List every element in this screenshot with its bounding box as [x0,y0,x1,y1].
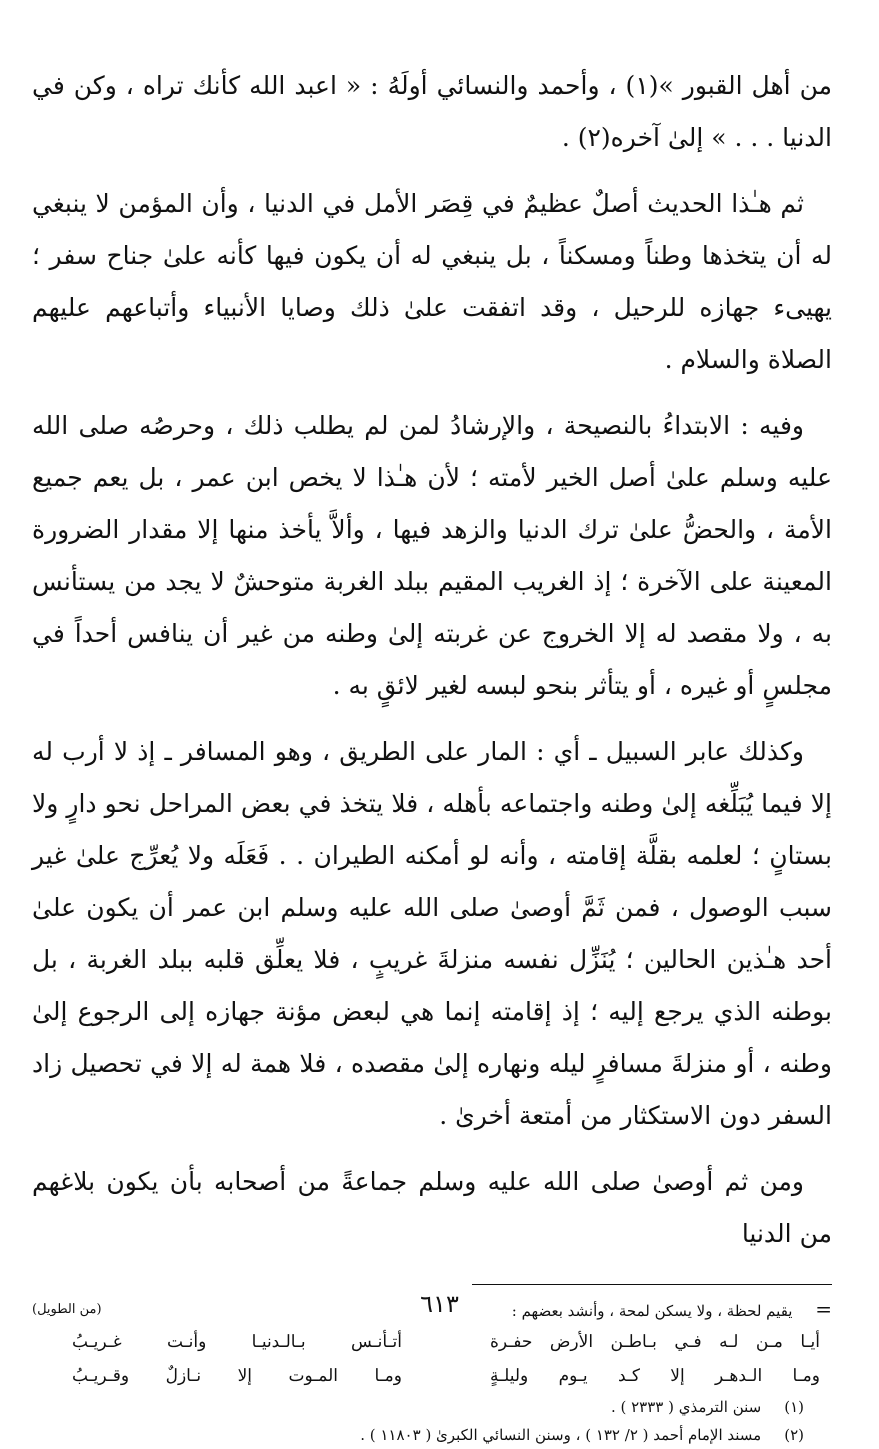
verse-line-1 [32,1325,832,1359]
page-content [32,60,832,1449]
body-paragraph-5: ومن ثم أوصىٰ صلى الله عليه وسلم جماعةً من أصحابه بأن يكون بلاغهم من الدنيا [32,1167,832,1248]
verse-1-first-hemistich: أيـا مـن لـه فـي بـاطـن الأرض حفـرة [490,1332,820,1352]
body-paragraph-3: وفيه : الابتداءُ بالنصيحة ، والإرشادُ لمن لم يطلب ذلك ، وحرصُه صلى الله عليه وسلم علىٰ أصل الخير لأمته ؛ لأن هـٰذا لا يخص ابن عمر ، بل يعم جميع الأمة ، والحضُّ علىٰ ترك الدنيا والزهد فيها ، وألاَّ يأخذ منها إلا مقدار الضرورة المعينة على الآخرة ؛ إذ الغريب المقيم ببلد الغربة متوحشٌ لا يجد من يستأنس به ، ولا مقصد له إلا الخروج عن غربته إلىٰ وطنه من غير أن ينافس أحداً في مجلسٍ أو غيره ، أو يتأثر بنحو لبسه لغير لائقٍ به . [32,411,832,700]
footnote-2-text: مسند الإمام أحمد ( ٢/ ١٣٢ ) ، وسنن النسائي الكبرىٰ ( ١١٨٠٣ ) . [360,1426,762,1444]
footnote-1-number: (١) [784,1398,804,1416]
page-number: ٦١٣ [420,1290,459,1318]
poetry-meter-label: (من الطويل) [32,1302,102,1317]
verse-2-second-hemistich: ومـا المـوت إلا نـازلٌ وقـريـبُ [72,1366,402,1386]
continuation-text: يقيم لحظة ، ولا يسكن لمحة ، وأنشد بعضهم : [511,1302,793,1320]
verse-2-first-hemistich: ومـا الـدهـر إلا كـد يـوم وليلـةٍ [490,1366,820,1386]
verse-line-2 [32,1359,832,1393]
footnote-2-number: (٢) [784,1426,804,1444]
body-paragraph-2: ثم هـٰذا الحديث أصلٌ عظيمٌ في قِصَر الأمل في الدنيا ، وأن المؤمن لا ينبغي له أن يتخذها وطناً ومسكناً ، بل ينبغي له أن يكون فيها كأنه علىٰ جناح سفر ؛ يهيىء جهازه للرحيل ، وقد اتفقت علىٰ ذلك وصايا الأنبياء وأتباعهم عليهم الصلاة والسلام . [32,189,832,374]
continuation-mark: = [815,1297,832,1321]
footnote-2 [32,1421,804,1449]
body-paragraph-4: وكذلك عابر السبيل ـ أي : المار على الطريق ، وهو المسافر ـ إذ لا أرب له إلا فيما يُبَلِّغه إلىٰ وطنه واجتماعه بأهله ، فلا يتخذ في بعض المراحل نحو دارٍ ولا بستانٍ ؛ لعلمه بقلَّة إقامته ، وأنه لو أمكنه الطيران . . فَعَلَه ولا يُعرِّج علىٰ غير سبب الوصول ، فمن ثَمَّ أوصىٰ صلى الله عليه وسلم ابن عمر أن يكون علىٰ أحد هـٰذين الحالين ؛ يُنَزِّل نفسه منزلةَ غريبٍ ، فلا يعلِّق قلبه ببلد الغربة ، بل بوطنه الذي يرجع إليه ؛ إذ إقامته إنما هي لبعض مؤنة جهازه إلى الرجوع إلىٰ وطنه ، أو منزلةَ مسافرٍ ليله ونهاره إلىٰ مقصده ، فلا همة له إلا في تحصيل زاد السفر دون الاستكثار من أمتعة أخرىٰ . [32,737,832,1130]
verse-1-second-hemistich: أتـأنـس بـالـدنيـا وأنـت غـريـبُ [72,1332,402,1352]
body-paragraph-1: من أهل القبور »(١) ، وأحمد والنسائي أولَهُ : « اعبد الله كأنك تراه ، وكن في الدنيا . . . » إلىٰ آخره(٢) . [32,71,832,152]
footnote-1-text: سنن الترمذي ( ٢٣٣٣ ) . [610,1398,762,1416]
footnote-separator [472,1284,832,1285]
footnote-1 [32,1393,804,1421]
